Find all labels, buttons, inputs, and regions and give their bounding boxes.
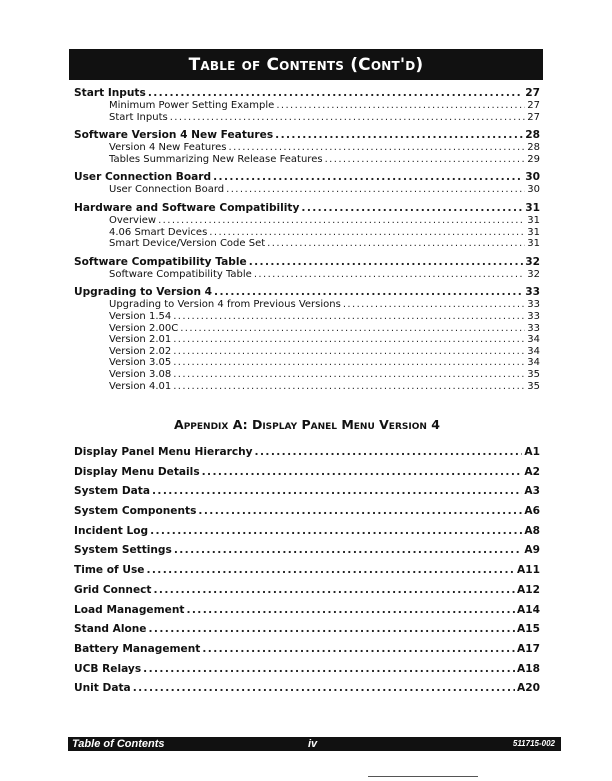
dot-leader	[173, 346, 525, 358]
appendix-entry-title: System Settings	[74, 544, 172, 557]
page-title: Table of Contents (Cont'd)	[188, 54, 424, 75]
toc-subentry[interactable]	[74, 334, 540, 346]
toc-subentry-page: 33	[527, 299, 540, 311]
dot-leader	[202, 463, 523, 483]
toc-entry-title: Software Compatibility Table	[74, 255, 247, 268]
toc-subentry-title: Smart Device/Version Code Set	[109, 238, 266, 250]
toc-subentry-title: User Connection Board	[109, 184, 225, 196]
appendix-entry-page: A1	[524, 446, 540, 458]
toc-group-start-inputs	[74, 87, 540, 123]
toc-entry-title: User Connection Board	[74, 171, 212, 184]
appendix-entry-page: A14	[517, 603, 540, 616]
dot-leader	[254, 269, 525, 281]
appendix-entry-title: Battery Management	[74, 642, 201, 655]
appendix-entry[interactable]	[74, 660, 540, 680]
appendix-entry[interactable]	[74, 601, 540, 621]
toc-group-compatibility	[74, 202, 540, 250]
appendix-entry[interactable]	[74, 522, 540, 542]
footer-doc-number: 511715-002	[512, 739, 555, 748]
dot-leader	[209, 227, 525, 239]
toc-subentry-page: 34	[527, 345, 540, 357]
appendix-entry[interactable]	[74, 463, 540, 483]
toc-subentry-page: 35	[527, 368, 540, 380]
appendix-entry-title: Time of Use	[74, 564, 145, 577]
toc-subentry-title: Upgrading to Version 4 from Previous Versions	[109, 299, 341, 311]
toc-subentry[interactable]	[74, 100, 540, 112]
appendix-entry-page: A2	[524, 465, 540, 478]
dot-leader	[275, 129, 523, 142]
toc-subentry[interactable]	[74, 227, 540, 239]
appendix-entry-page: A20	[517, 682, 540, 695]
dot-leader	[198, 502, 522, 522]
dot-leader	[174, 541, 523, 561]
toc-subentry-page: 29	[527, 153, 540, 165]
toc-subentry-title: Version 2.02	[109, 345, 172, 357]
dot-leader	[170, 112, 526, 124]
toc-subentry-title: Version 4 New Features	[109, 142, 227, 154]
dot-leader	[180, 323, 525, 335]
toc-entry-page: 27	[525, 87, 540, 99]
toc-subentry-page: 32	[527, 268, 540, 280]
dot-leader	[173, 311, 525, 323]
appendix-entry[interactable]	[74, 640, 540, 660]
toc-group-user-connection-board	[74, 171, 540, 196]
dot-leader	[226, 184, 525, 196]
toc-subentry[interactable]	[74, 311, 540, 323]
dot-leader	[143, 660, 515, 680]
toc-subentry[interactable]	[74, 323, 540, 335]
appendix-list	[74, 443, 540, 699]
appendix-heading: Appendix A: Display Panel Menu Version 4	[174, 417, 440, 432]
appendix-entry-page: A8	[524, 524, 540, 537]
dot-leader	[249, 256, 524, 269]
appendix-entry[interactable]	[74, 541, 540, 561]
toc-subentry-title: Overview	[109, 214, 157, 226]
toc-subentry-title: Tables Summarizing New Release Features	[109, 153, 323, 165]
toc-subentry-page: 33	[527, 310, 540, 322]
toc-entry[interactable]	[74, 171, 540, 184]
toc-subentry-page: 31	[527, 226, 540, 238]
appendix-entry-page: A11	[517, 564, 540, 577]
dot-leader	[255, 443, 523, 463]
dot-leader	[202, 640, 515, 660]
toc-subentry[interactable]	[74, 299, 540, 311]
toc-subentry[interactable]	[74, 184, 540, 196]
dot-leader	[173, 357, 525, 369]
appendix-entry-page: A12	[517, 583, 540, 596]
toc-subentry-page: 27	[527, 111, 540, 123]
toc-entry-page: 28	[525, 129, 540, 142]
appendix-entry-page: A9	[524, 544, 540, 557]
footer-page-number: iv	[308, 738, 318, 750]
appendix-entry[interactable]	[74, 443, 540, 463]
toc-entry-page: 32	[525, 255, 540, 268]
toc-subentry[interactable]	[74, 369, 540, 381]
appendix-entry[interactable]	[74, 679, 540, 699]
appendix-entry-title: Unit Data	[74, 682, 131, 695]
appendix-entry[interactable]	[74, 561, 540, 581]
toc-subentry[interactable]	[74, 238, 540, 250]
toc-subentry-title: Minimum Power Setting Example	[109, 100, 275, 111]
bottom-rule	[368, 776, 478, 777]
appendix-entry-title: Display Menu Details	[74, 465, 200, 478]
appendix-entry[interactable]	[74, 581, 540, 601]
dot-leader	[343, 299, 525, 311]
toc-entry-page: 30	[525, 171, 540, 184]
toc-subentry[interactable]	[74, 142, 540, 154]
dot-leader	[325, 154, 526, 166]
appendix-entry-title: Load Management	[74, 603, 185, 616]
toc-entry-title: Hardware and Software Compatibility	[74, 201, 300, 214]
toc-entry[interactable]	[74, 87, 540, 100]
toc-subentry[interactable]	[74, 154, 540, 166]
toc-subentry-page: 31	[527, 214, 540, 226]
appendix-entry-title: System Data	[74, 485, 150, 498]
appendix-entry-page: A17	[517, 642, 540, 655]
dot-leader	[148, 87, 523, 100]
toc-group-new-features	[74, 129, 540, 165]
toc-entry[interactable]	[74, 256, 540, 269]
dot-leader	[214, 286, 523, 299]
header-bar	[69, 49, 543, 80]
toc-subentry-page: 34	[527, 334, 540, 346]
toc-subentry[interactable]	[74, 346, 540, 358]
dot-leader	[267, 238, 525, 250]
appendix-entry-page: A18	[517, 662, 540, 675]
footer-bar	[68, 737, 561, 751]
toc-subentry-page: 27	[527, 100, 540, 111]
dot-leader	[150, 522, 522, 542]
appendix-entry-page: A3	[524, 485, 540, 498]
dot-leader	[186, 601, 515, 621]
toc-subentry[interactable]	[74, 215, 540, 227]
dot-leader	[133, 679, 515, 699]
toc-group-upgrading	[74, 286, 540, 392]
toc-entry[interactable]	[74, 286, 540, 299]
dot-leader	[173, 369, 525, 381]
toc-subentry-title: Version 3.08	[109, 368, 172, 380]
toc-entry-title: Upgrading to Version 4	[74, 286, 213, 299]
appendix-entry-title: System Components	[74, 505, 197, 518]
appendix-entry[interactable]	[74, 502, 540, 522]
toc-subentry-page: 35	[527, 380, 540, 392]
toc-subentry[interactable]	[74, 381, 540, 393]
toc-entry-title: Software Version 4 New Features	[74, 129, 274, 142]
toc-subentry-title: Start Inputs	[109, 111, 168, 123]
toc-entry[interactable]	[74, 129, 540, 142]
appendix-entry-title: Incident Log	[74, 524, 149, 537]
toc-subentry-title: Version 2.01	[109, 334, 172, 346]
toc-subentry-title: Version 2.00C	[109, 322, 179, 334]
toc-subentry-title: Version 1.54	[109, 310, 172, 322]
toc-entry-page: 31	[525, 201, 540, 214]
appendix-entry-page: A15	[517, 623, 540, 636]
dot-leader	[228, 142, 525, 154]
toc-subentry-title: Software Compatibility Table	[109, 268, 252, 280]
appendix-entry-title: Grid Connect	[74, 583, 152, 596]
toc-subentry-title: Version 4.01	[109, 380, 172, 392]
toc-subentry-page: 31	[527, 238, 540, 250]
toc-group-compatibility-table	[74, 256, 540, 281]
toc-entry-page: 33	[525, 286, 540, 299]
appendix-entry-title: Stand Alone	[74, 623, 147, 636]
dot-leader	[173, 334, 525, 346]
toc-subentry[interactable]	[74, 357, 540, 369]
dot-leader	[276, 100, 525, 112]
footer-section-title: Table of Contents	[72, 738, 165, 750]
toc-subentry[interactable]	[74, 112, 540, 124]
dot-leader	[173, 381, 525, 393]
toc-subentry-page: 28	[527, 142, 540, 154]
toc-subentry-title: Version 3.05	[109, 357, 172, 369]
dot-leader	[149, 620, 516, 640]
dot-leader	[158, 215, 525, 227]
toc-list	[74, 87, 540, 398]
appendix-entry[interactable]	[74, 620, 540, 640]
appendix-entry-title: UCB Relays	[74, 662, 142, 675]
dot-leader	[146, 561, 515, 581]
toc-entry-title: Start Inputs	[74, 87, 146, 99]
dot-leader	[301, 202, 523, 215]
toc-subentry-page: 30	[527, 184, 540, 196]
appendix-entry-title: Display Panel Menu Hierarchy	[74, 446, 253, 458]
dot-leader	[152, 482, 522, 502]
toc-entry[interactable]	[74, 202, 540, 215]
toc-subentry-title: 4.06 Smart Devices	[109, 226, 208, 238]
appendix-entry-page: A6	[524, 505, 540, 518]
appendix-entry[interactable]	[74, 482, 540, 502]
toc-subentry[interactable]	[74, 269, 540, 281]
toc-subentry-page: 34	[527, 357, 540, 369]
toc-subentry-page: 33	[527, 322, 540, 334]
dot-leader	[213, 171, 523, 184]
dot-leader	[154, 581, 516, 601]
